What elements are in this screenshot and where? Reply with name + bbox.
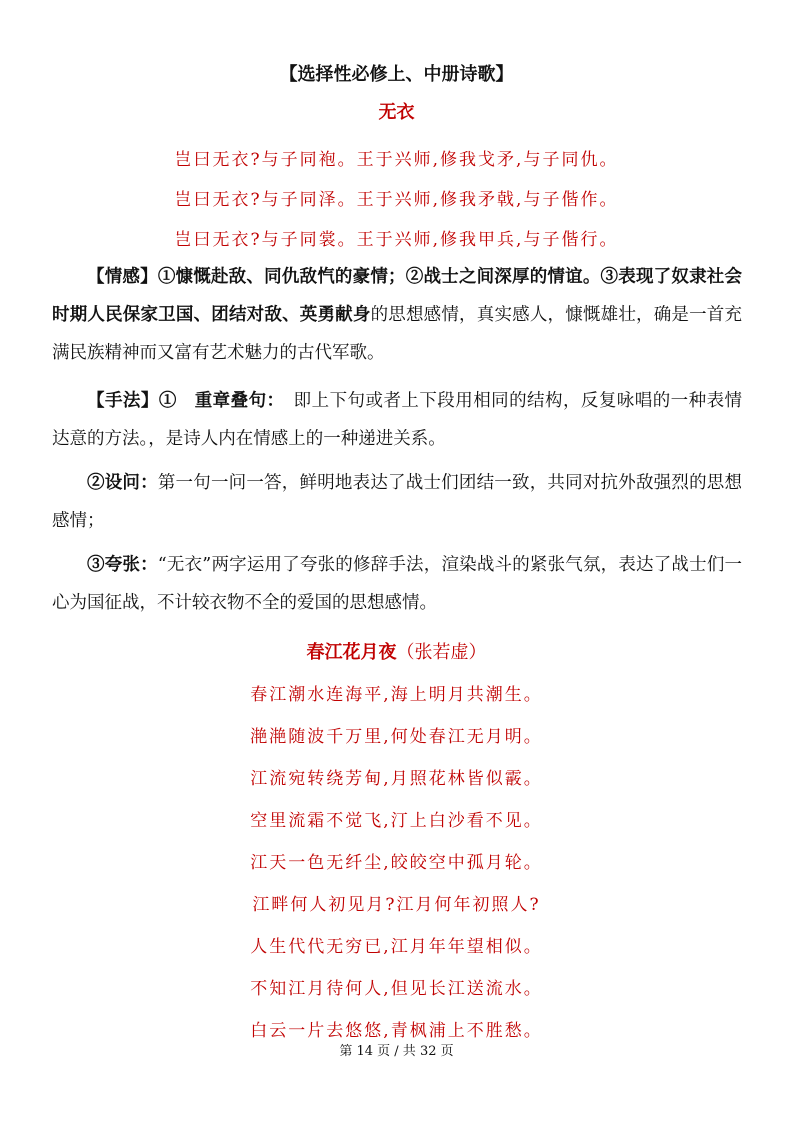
technique-item-2-label: ②设问：: [87, 473, 158, 493]
page-title: 【选择性必修上、中册诗歌】: [279, 64, 514, 85]
poem-title-chunjiang: [0, 638, 793, 664]
technique-item-2-text: 第一句一问一答，鲜明地表达了战士们团结一致，共同对抗外敌强烈的思想感情；: [52, 473, 743, 531]
emotion-label: 【情感】: [87, 267, 158, 287]
poem-line: 江流宛转绕芳甸,月照花林皆似霰。: [250, 769, 543, 789]
technique-item-3-text: “无衣”两字运用了夸张的修辞手法，渲染战斗的紧张气氛，表达了战士们一心为国征战，不计较衣物不全的爱国的思想感情。: [52, 555, 743, 613]
poem-line: 不知江月待何人,但见长江送流水。: [250, 979, 543, 999]
poem-line: 岂曰无衣?与子同泽。王于兴师,修我矛戟,与子偕作。: [174, 190, 619, 210]
poem-line: 江天一色无纤尘,皎皎空中孤月轮。: [250, 853, 543, 873]
poem-line: 空里流霜不觉飞,汀上白沙看不见。: [250, 811, 543, 831]
poem-author: （张若虚）: [396, 642, 487, 663]
poem-line: 滟滟随波千万里,何处春江无月明。: [250, 727, 543, 747]
poem-line: 人生代代无穷已,江月年年望相似。: [250, 937, 543, 957]
page-number-footer: 第 14 页 / 共 32 页: [339, 1044, 454, 1059]
technique-item-2: [52, 464, 742, 540]
poem-line: 江畔何人初见月?江月何年初照人?: [252, 895, 541, 915]
poem-line: 岂曰无衣?与子同袍。王于兴师,修我戈矛,与子同仇。: [174, 150, 619, 170]
emotion-text: 的思想感情，真实感人，慷慨雄壮，确是一首充满民族精神而又富有艺术魅力的古代军歌。: [52, 305, 743, 363]
technique-item-1-label: ① 重章叠句：: [158, 391, 276, 411]
poem-line: 岂曰无衣?与子同裳。王于兴师,修我甲兵,与子偕行。: [174, 230, 619, 250]
technique-item-1: [52, 382, 742, 458]
poem-line: 春江潮水连海平,海上明月共潮生。: [250, 685, 543, 705]
poem-line: 白云一片去悠悠,青枫浦上不胜愁。: [250, 1021, 543, 1041]
technique-item-1-text: 即上下句或者上下段用相同的结构，反复咏唱的一种表情达意的方法。，是诗人内在情感上的一种递进关系。: [52, 391, 743, 449]
poem-title-text: 春江花月夜: [306, 642, 397, 663]
technique-item-3-label: ③夸张：: [87, 555, 158, 575]
emotion-paragraph: [52, 258, 742, 372]
poem-title-wuyi: 无衣: [378, 102, 415, 123]
technique-item-3: [52, 546, 742, 622]
technique-label: 【手法】: [87, 391, 159, 411]
emotion-bold-text: ①慷慨赴敌、同仇敌忾的豪情；②战士之间深厚的情谊。③表现了奴隶社会时期人民保家卫国、团结对敌、英勇献身: [52, 267, 743, 325]
